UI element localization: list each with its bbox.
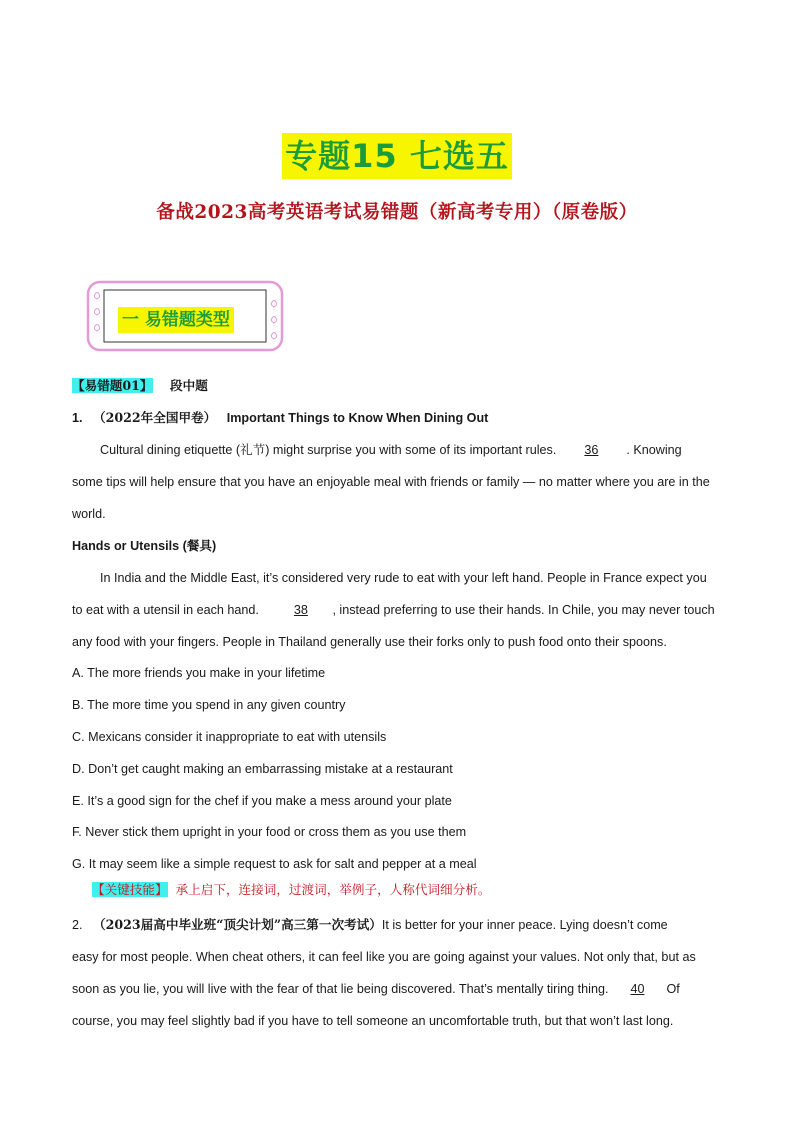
q2-text-l3a: soon as you lie, you will live with the fear of that lie being discovered. That’s mentally tiring thing. bbox=[72, 982, 609, 996]
option-a: A. The more friends you make in your lifetime bbox=[72, 666, 326, 680]
option-f: F. Never stick them upright in your food or cross them as you use them bbox=[72, 825, 467, 839]
q2-text-l3b: Of bbox=[666, 982, 680, 996]
blank-38: 38 bbox=[293, 603, 308, 617]
q1-passage-title: Important Things to Know When Dining Out bbox=[226, 411, 489, 425]
q2-number: 2. bbox=[72, 918, 83, 932]
type-heading bbox=[72, 378, 722, 394]
q2-line4: course, you may feel slightly bad if you have to tell someone an uncomfortable truth, but that won’t last long. bbox=[72, 1014, 674, 1028]
page-subtitle: 备战2023高考英语考试易错题（新高考专用）（原卷版） bbox=[156, 202, 638, 223]
q1-p2-line2 bbox=[72, 602, 722, 618]
q2-text-l1: It is better for your inner peace. Lying doesn’t come bbox=[381, 918, 668, 932]
q1-subheading: Hands or Utensils (餐具) bbox=[72, 539, 217, 553]
type-heading-text: 段中题 bbox=[170, 378, 208, 393]
q1-header bbox=[72, 410, 722, 426]
q1-p1-line1 bbox=[100, 442, 750, 458]
q1-p2-text-a: to eat with a utensil in each hand. bbox=[72, 603, 259, 617]
q1-p2-line1: In India and the Middle East, it’s considered very rude to eat with your left hand. People in France expect you bbox=[100, 571, 707, 585]
q1-source: （2022年全国甲卷） bbox=[93, 410, 217, 425]
blank-40: 40 bbox=[630, 982, 645, 996]
option-e: E. It’s a good sign for the chef if you make a mess around your plate bbox=[72, 794, 452, 808]
section-label: 一 易错题类型 bbox=[118, 307, 234, 333]
page-title: 专题15 七选五 bbox=[282, 133, 512, 179]
option-d: D. Don’t get caught making an embarrassing mistake at a restaurant bbox=[72, 762, 453, 776]
q1-p1-line2: some tips will help ensure that you have an enjoyable meal with friends or family — no matter where you are in the bbox=[72, 475, 710, 489]
option-g: G. It may seem like a simple request to ask for salt and pepper at a meal bbox=[72, 857, 477, 871]
q2-source: （2023届高中毕业班“顶尖计划”高三第一次考试） bbox=[93, 917, 382, 932]
q2-line2: easy for most people. When cheat others, it can feel like you are going against your values. Not only that, but as bbox=[72, 950, 696, 964]
type-heading-tag: 【易错题01】 bbox=[72, 378, 153, 393]
key-skill-tag: 【关键技能】 bbox=[92, 882, 168, 897]
q1-p1-text-b: . Knowing bbox=[626, 443, 682, 457]
q1-p1-line3: world. bbox=[72, 507, 106, 521]
q1-number: 1. bbox=[72, 411, 83, 425]
q2-line1 bbox=[72, 917, 722, 933]
q1-p2-line3: any food with your fingers. People in Thailand generally use their forks only to push food onto their spoons. bbox=[72, 635, 667, 649]
title-container bbox=[0, 133, 794, 179]
q1-p2-text-b: , instead preferring to use their hands. In Chile, you may never touch bbox=[332, 603, 715, 617]
blank-36: 36 bbox=[584, 443, 599, 457]
option-c: C. Mexicans consider it inappropriate to eat with utensils bbox=[72, 730, 387, 744]
key-skill bbox=[92, 882, 742, 898]
key-skill-text: 承上启下，连接词，过渡词，举例子，人称代词细分析。 bbox=[175, 882, 491, 897]
option-b: B. The more time you spend in any given country bbox=[72, 698, 346, 712]
q2-line3 bbox=[72, 981, 722, 997]
q1-p1-text-a: Cultural dining etiquette (礼节) might surprise you with some of its important rules. bbox=[100, 443, 557, 457]
